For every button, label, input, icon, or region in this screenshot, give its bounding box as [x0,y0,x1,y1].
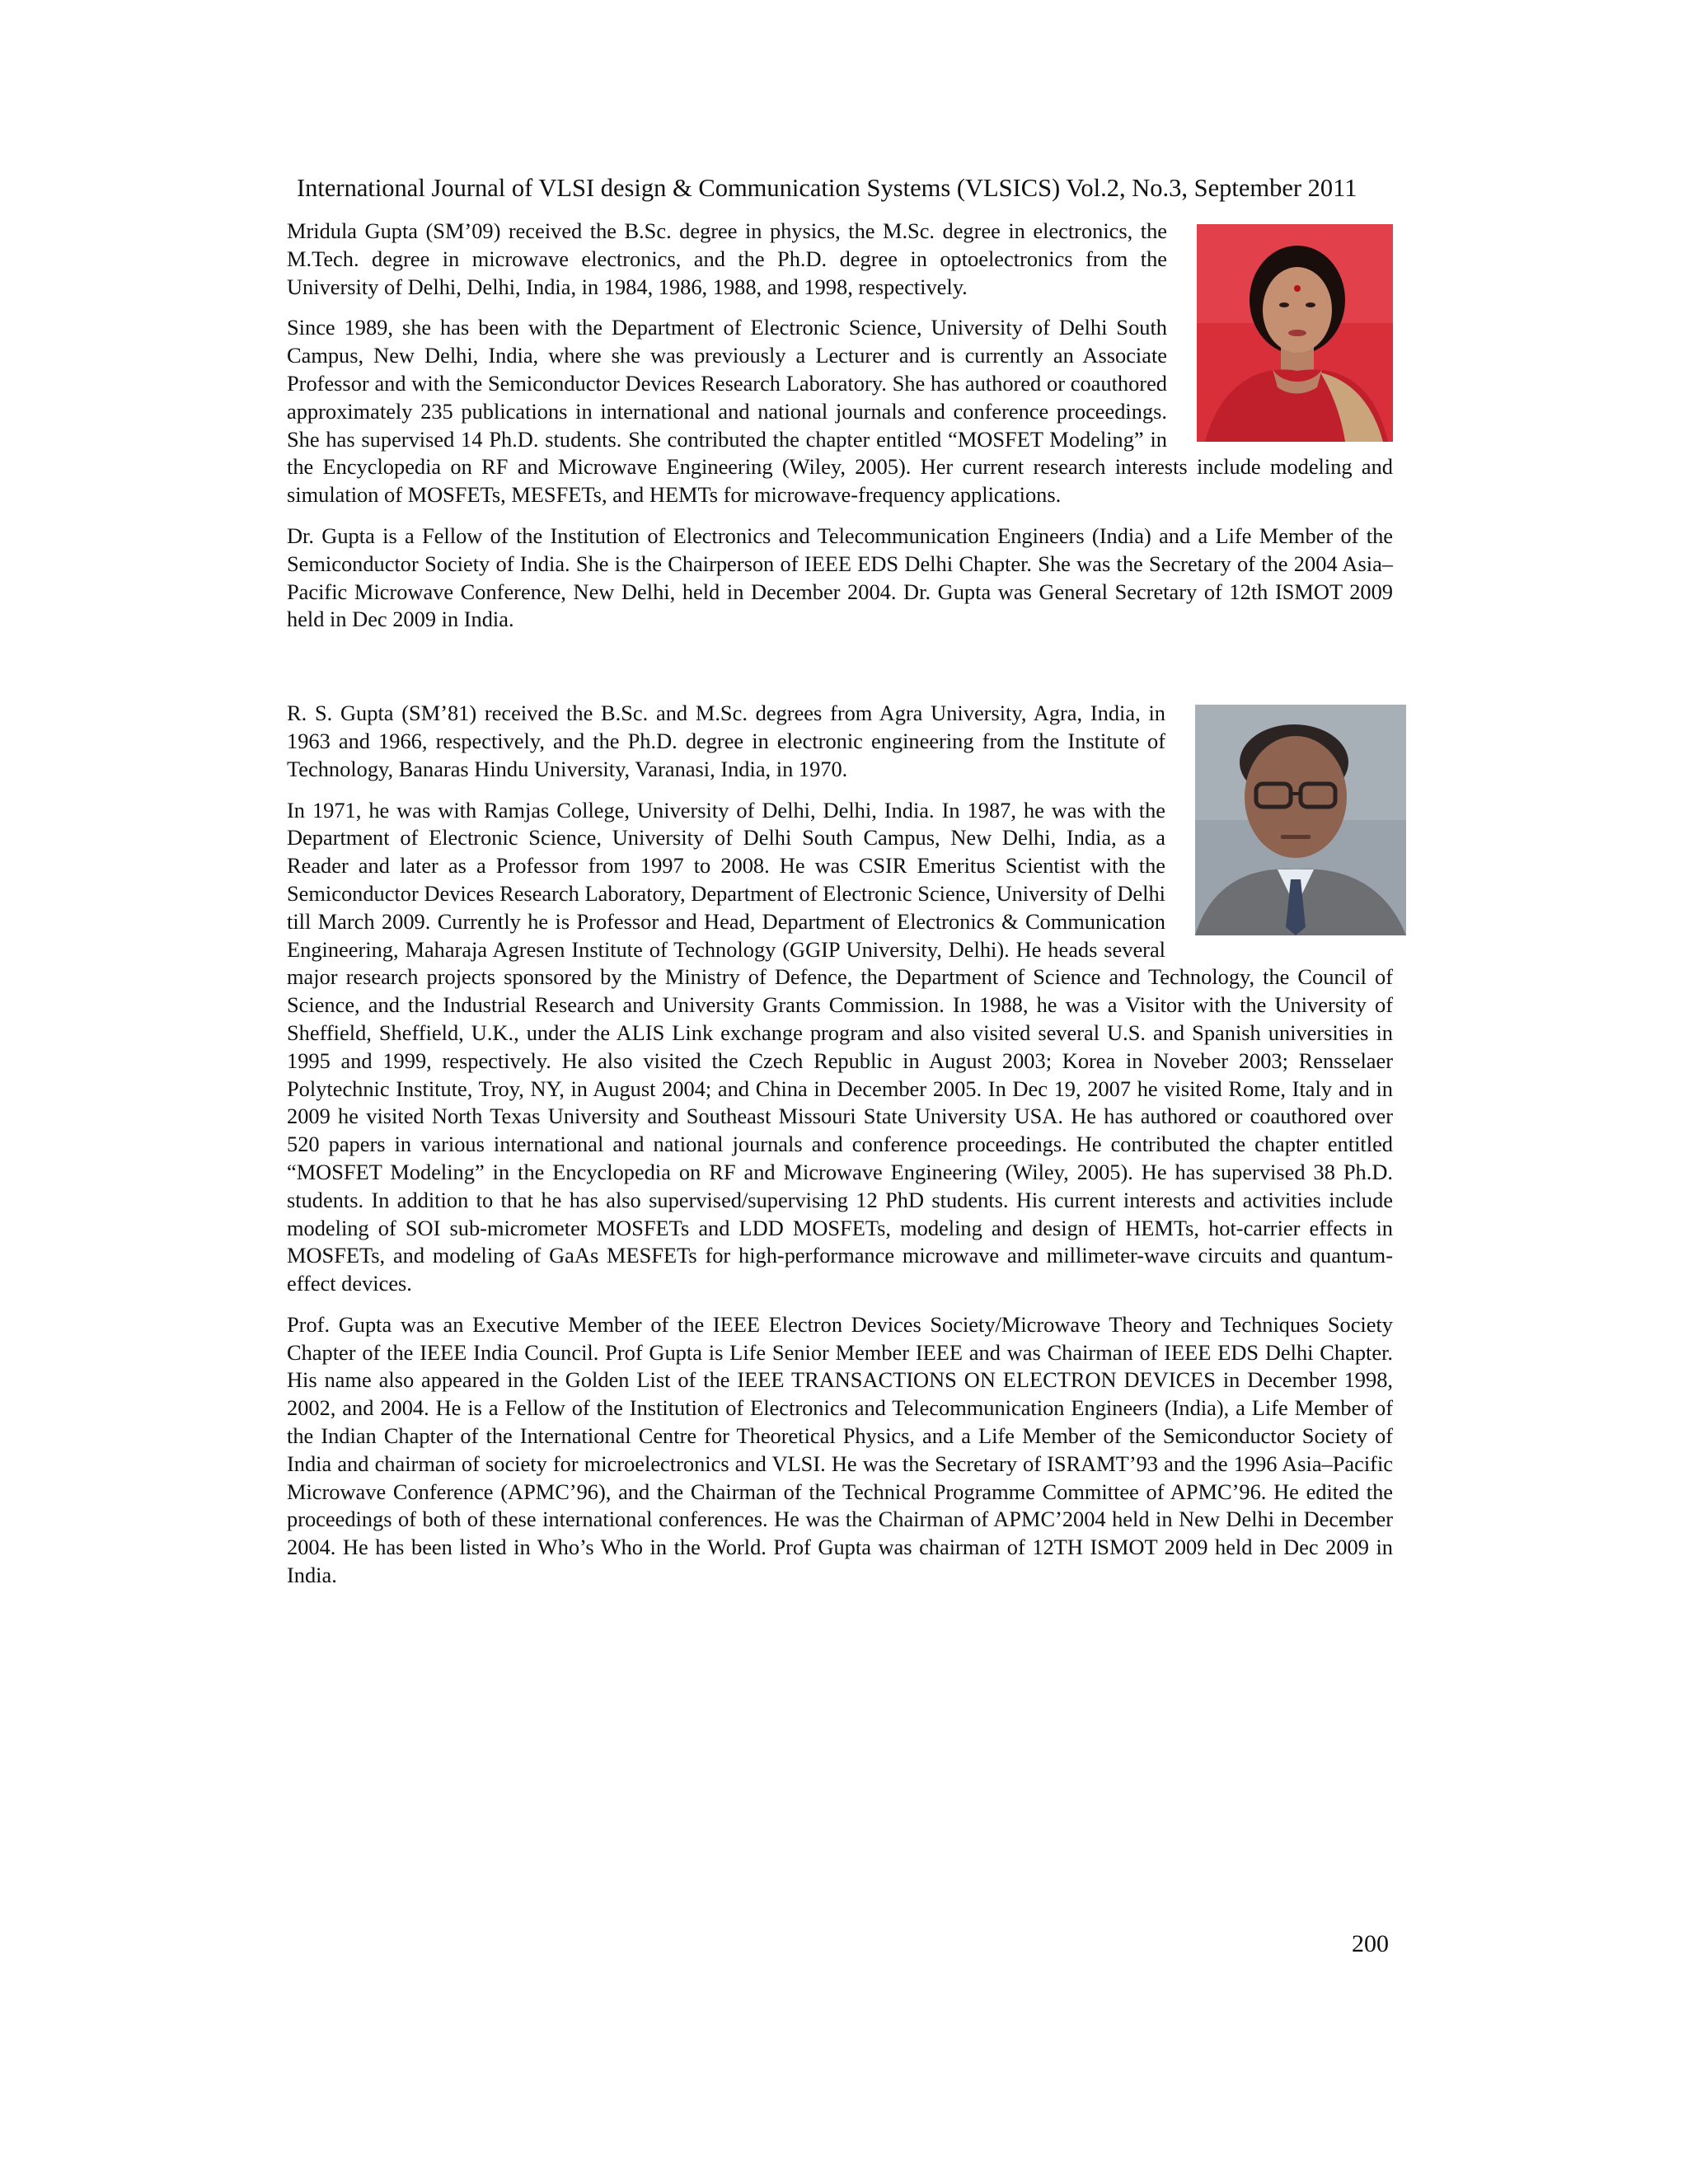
page-number: 200 [1352,1930,1389,1957]
bio-paragraph: Mridula Gupta (SM’09) received the B.Sc. degree in physics, the M.Sc. degree in electronics, the M.Tech. degree in microwave electronics, and the Ph.D. degree in optoelectronics from the University of Delhi, Delhi, India, in 1984, 1986, 1988, and 1998, respectively. [287,218,1167,299]
portrait-photo-man-icon [1195,705,1406,935]
bio-rs-gupta [287,700,1393,1590]
bio-mridula-gupta [287,218,1393,634]
bio-paragraph: Dr. Gupta is a Fellow of the Institution of Electronics and Telecommunication Engineers (India) and a Life Member of the Semiconductor Society of India. She is the Chairperson of IEEE EDS Delhi Chapter. She was the Secretary of the 2004 Asia–Pacific Microwave Conference, New Delhi, held in December 2004. Dr. Gupta was General Secretary of 12th ISMOT 2009 held in Dec 2009 in India. [287,523,1393,632]
portrait-photo-woman-icon [1197,224,1393,442]
bio-paragraph: R. S. Gupta (SM’81) received the B.Sc. and M.Sc. degrees from Agra University, Agra, India, in 1963 and 1966, respectively, and the Ph.D. degree in electronic engineering from the Institute of Technology, Banaras Hindu University, Varanasi, India, in 1970. [287,701,1165,781]
page-content [287,218,1393,1603]
running-header: International Journal of VLSI design & Communication Systems (VLSICS) Vol.2, No.3, September 2011 [297,174,1357,202]
bio-paragraph: Since 1989, she has been with the Department of Electronic Science, University of Delhi South Campus, New Delhi, India, where she was previously a Lecturer and is currently an Associate Professor and with the Semiconductor Devices Research Laboratory. She has authored or coauthored approximately 235 publications in international and national journals and conference proceedings. She has supervised 14 Ph.D. students. She contributed the chapter entitled “MOSFET Modeling” in the Encyclopedia on RF and Microwave Engineering (Wiley, 2005). Her current research interests include modeling and simulation of MOSFETs, MESFETs, and HEMTs for microwave-frequency applications. [287,315,1393,508]
bio-paragraph: Prof. Gupta was an Executive Member of the IEEE Electron Devices Society/Microwave Theory and Techniques Society Chapter of the IEEE India Council. Prof Gupta is Life Senior Member IEEE and was Chairman of IEEE EDS Delhi Chapter. His name also appeared in the Golden List of the IEEE TRANSACTIONS ON ELECTRON DEVICES in December 1998, 2002, and 2004. He is a Fellow of the Institution of Electronics and Telecommunication Engineers (India), a Life Member of the Indian Chapter of the International Centre for Theoretical Physics, and a Life Member of the Semiconductor Society of India and chairman of society for microelectronics and VLSI. He was the Secretary of ISRAMT’93 and the 1996 Asia–Pacific Microwave Conference (APMC’96), and the Chairman of the Technical Programme Committee of APMC’96. He edited the proceedings of both of these international conferences. He was the Chairman of APMC’2004 held in New Delhi in December 2004. He has been listed in Who’s Who in the World. Prof Gupta was chairman of 12TH ISMOT 2009 held in Dec 2009 in India. [287,1311,1393,1588]
bio-paragraph: In 1971, he was with Ramjas College, University of Delhi, Delhi, India. In 1987, he was with the Department of Electronic Science, University of Delhi South Campus, New Delhi, India, as a Reader and later as a Professor from 1997 to 2008. He was CSIR Emeritus Scientist with the Semiconductor Devices Research Laboratory, Department of Electronic Science, University of Delhi till March 2009. Currently he is Professor and Head, Department of Electronics & Communication Engineering, Maharaja Agresen Institute of Technology (GGIP University, Delhi). He heads several major research projects sponsored by the Ministry of Defence, the Department of Science and Technology, the Council of Science, and the Industrial Research and University Grants Commission. In 1988, he was a Visitor with the University of Sheffield, Sheffield, U.K., under the ALIS Link exchange program and also visited several U.S. and Spanish universities in 1995 and 1999, respectively. He also visited the Czech Republic in August 2003; Korea in Noveber 2003; Rensselaer Polytechnic Institute, Troy, NY, in August 2004; and China in December 2005. In Dec 19, 2007 he visited Rome, Italy and in 2009 he visited North Texas University and Southeast Missouri State University USA. He has authored or coauthored over 520 papers in various international and national journals and conference proceedings. He contributed the chapter entitled “MOSFET Modeling” in the Encyclopedia on RF and Microwave Engineering (Wiley, 2005). He has supervised 38 Ph.D. students. In addition to that he has also supervised/supervising 12 PhD students. His current interests and activities include modeling of SOI sub-micrometer MOSFETs and LDD MOSFETs, modeling and design of HEMTs, hot-carrier effects in MOSFETs, and modeling of GaAs MESFETs for high-performance microwave and millimeter-wave circuits and quantum-effect devices. [287,797,1393,1296]
